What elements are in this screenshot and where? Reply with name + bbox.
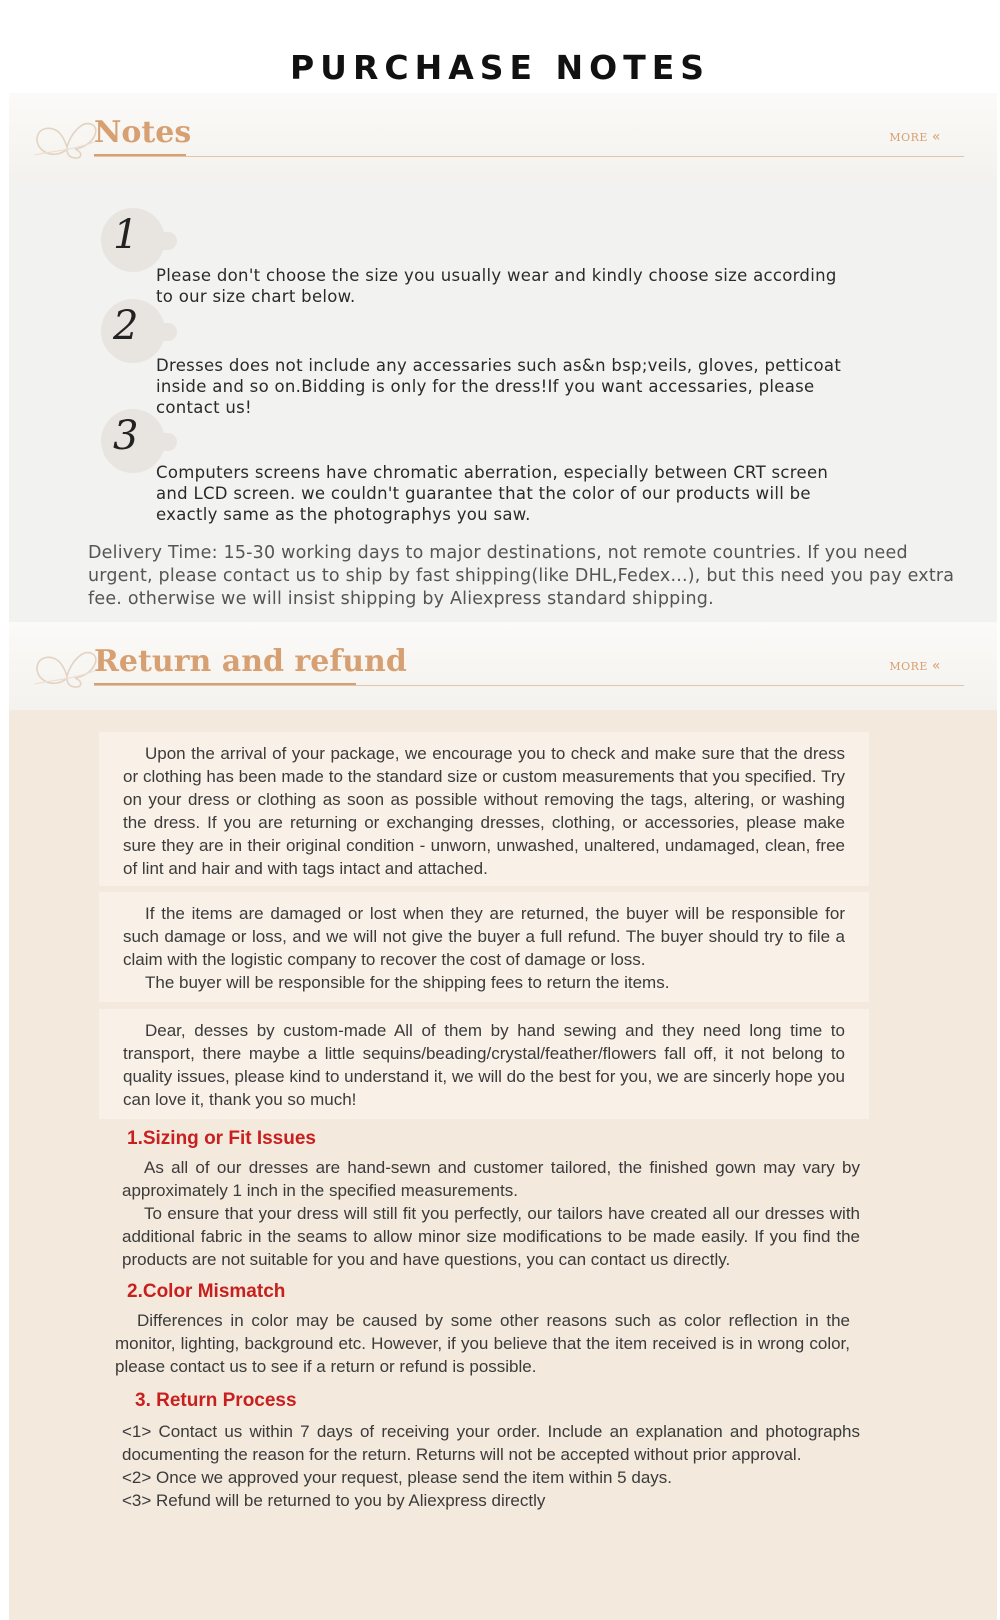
note-item-text: Please don't choose the size you usually wear and kindly choose size according to our size chart below.	[156, 266, 837, 306]
section-heading: 1.Sizing or Fit Issues	[127, 1128, 316, 1149]
note-item-text: Computers screens have chromatic aberration, especially between CRT screen and LCD screen. we couldn't guarantee that the color of our products will be exactly same as the photographys you saw.	[156, 463, 829, 524]
return-divider	[94, 685, 964, 686]
notes-more-link[interactable]: MORE «	[889, 129, 941, 145]
notes-divider	[94, 156, 964, 157]
section-body: <1> Contact us within 7 days of receiving your order. Include an explanation and photographs documenting the reason for the return. Returns will not be accepted without prior approval. <2> Once we approved your request, please send the item within 5 days. <3> Refund will be returned to you by Aliexpress directly	[122, 1422, 860, 1510]
butterfly-icon	[31, 640, 101, 690]
note-number-badge: 1	[93, 208, 177, 272]
return-header	[9, 622, 997, 710]
delivery-info: Delivery Time: 15-30 working days to major destinations, not remote countries. If you need urgent, please contact us to ship by fast shipping(like DHL,Fedex...), but this need you pay extra fee. otherwise we will insist shipping by Aliexpress standard shipping.	[88, 543, 955, 609]
section-heading: 2.Color Mismatch	[127, 1281, 286, 1302]
note-item-text: Dresses does not include any accessaries such as&n bsp;veils, gloves, petticoat inside and so on.Bidding is only for the dress!If you want accessaries, please contact us!	[156, 356, 842, 417]
section-heading: 3. Return Process	[135, 1390, 297, 1411]
section-body: Differences in color may be caused by some other reasons such as color reflection in the monitor, lighting, background etc. However, if you believe that the item received is in wrong color, please contact us to see if a return or refund is possible.	[115, 1311, 850, 1376]
notes-header	[9, 93, 997, 181]
section-body: As all of our dresses are hand-sewn and customer tailored, the finished gown may vary by approximately 1 inch in the specified measurements. To ensure that your dress will still fit you perfectly, our tailors have created all our dresses with additional fabric in the seams to allow minor size modifications to be made easily. If you find the products are not suitable for you and have questions, you can contact us directly.	[122, 1158, 860, 1269]
notes-panel	[9, 93, 997, 648]
info-card: Dear, desses by custom-made All of them by hand sewing and they need long time to transport, there maybe a little sequins/beading/crystal/feather/flowers fall off, it not belong to quality issues, please kind to understand it, we will do the best for you, we are sincerly hope you can love it, thank you so much!	[99, 1009, 869, 1119]
note-number-badge: 3	[93, 409, 177, 473]
double-chevron-left-icon: «	[931, 129, 941, 145]
note-number-badge: 2	[93, 299, 177, 363]
return-title: Return and refund	[94, 644, 407, 679]
return-refund-panel	[9, 622, 997, 1620]
info-card: Upon the arrival of your package, we encourage you to check and make sure that the dress or clothing has been made to the standard size or custom measurements that you specified. Try on your dress or clothing as soon as possible without removing the tags, altering, or washing the dress. If you are returning or exchanging dresses, clothing, or accessories, please make sure they are in their original condition - unworn, unwashed, unaltered, undamaged, clean, free of lint and hair and with tags intact and attached.	[99, 732, 869, 886]
page-title: PURCHASE NOTES	[289, 48, 711, 87]
return-more-link[interactable]: MORE «	[889, 658, 941, 674]
double-chevron-left-icon: «	[931, 658, 941, 674]
info-card: If the items are damaged or lost when they are returned, the buyer will be responsible for such damage or loss, and we will not give the buyer a full refund. The buyer should try to file a claim with the logistic company to recover the cost of damage or loss. The buyer will be responsible for the shipping fees to return the items.	[99, 892, 869, 1002]
notes-title: Notes	[94, 115, 192, 150]
butterfly-icon	[31, 111, 101, 161]
